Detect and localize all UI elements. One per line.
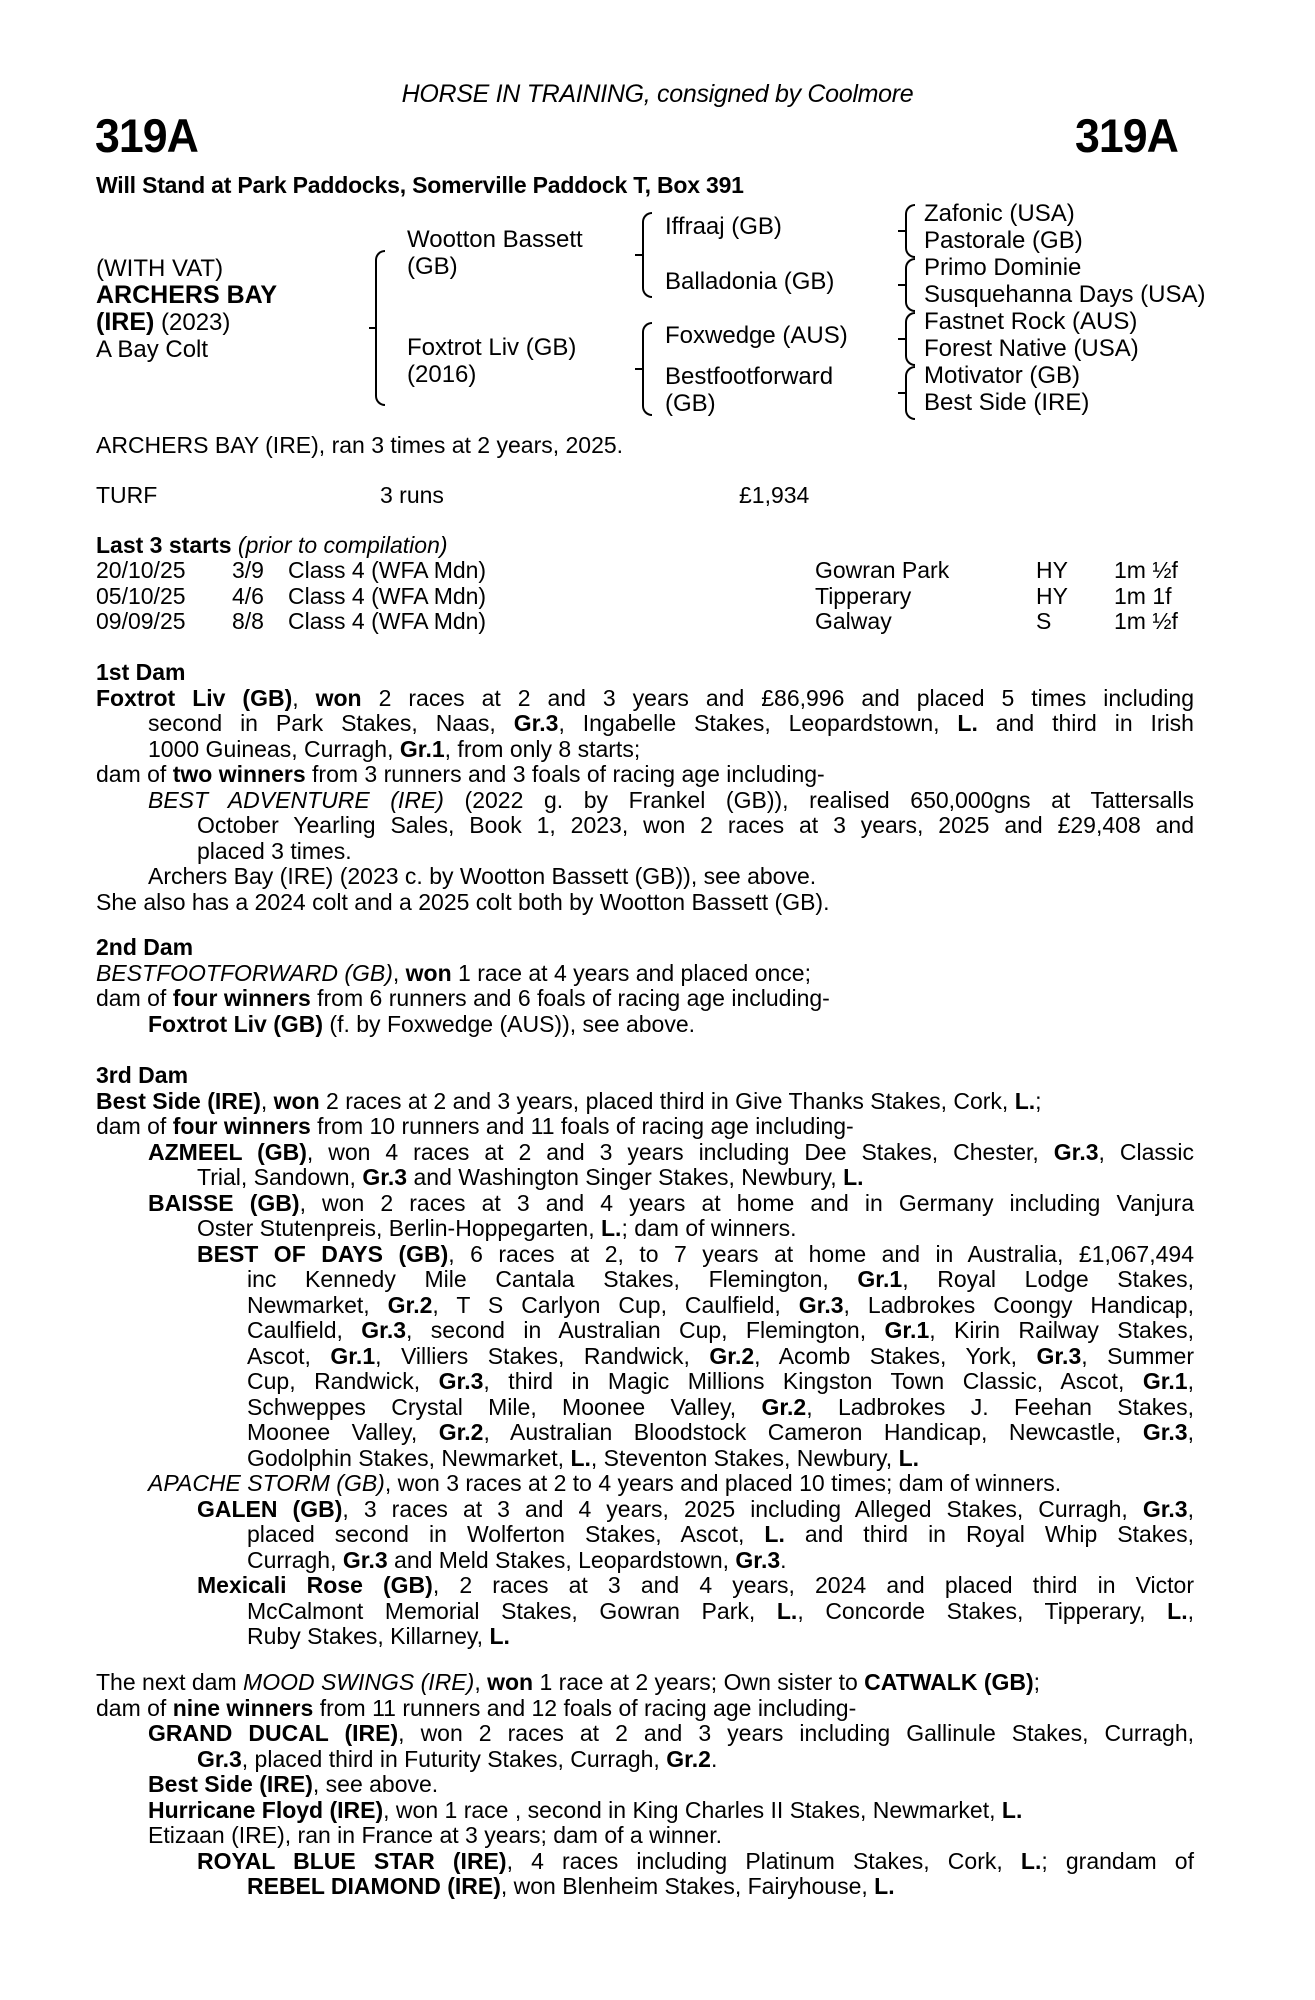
record-surface: TURF	[96, 482, 158, 508]
gen3-ancestors: Zafonic (USA) Pastorale (GB) Primo Dominie Susquehanna Days (USA) Fastnet Rock (AUS) Forest Native (USA) Motivator (GB) Best Side (IRE)	[924, 200, 1206, 416]
last-starts-heading: Last 3 starts (prior to compilation)	[96, 532, 448, 558]
dam-dam: Bestfootforward (GB)	[665, 363, 834, 417]
sire-dam: Balladonia (GB)	[665, 268, 835, 295]
dam-sire: Foxwedge (AUS)	[665, 322, 848, 349]
pedigree-brace-g3-4	[905, 366, 915, 420]
start-row: 20/10/25 3/9 Class 4 (WFA Mdn) Gowran Park HY 1m ½f	[96, 557, 1178, 583]
record-runs: 3 runs	[380, 482, 444, 508]
pedigree-brace-dam	[642, 322, 652, 416]
vat-label: (WITH VAT)	[96, 255, 224, 282]
lot-number-right: 319A	[1075, 109, 1178, 162]
lot-number-left: 319A	[95, 109, 198, 162]
second-dam-section: 2nd Dam BESTFOOTFORWARD (GB), won 1 race at 4 years and placed once; dam of four winners from 6 runners and 6 foals of racing age including- Foxtrot Liv (GB) (f. by Foxwedge (AUS)), see above.	[96, 935, 1194, 1037]
horse-identity	[96, 255, 277, 363]
third-dam-section: 3rd Dam Best Side (IRE), won 2 races at 2 and 3 years, placed third in Give Thanks Stakes, Cork, L.; dam of four winners from 10 runners and 11 foals of racing age including- AZMEEL (GB), won 4 races at 2 and 3 years including Dee Stakes, Chester, Gr.3, Classic Trial, Sandown, Gr.3 and Washington Singer Stakes, Newbury, L. BAISSE (GB), won 2 races at 3 and 4 years at home and in Germany including Vanjura Oster Stutenpreis, Berlin-Hoppegarten, L.; dam of winners. BEST OF DAYS (GB), 6 races at 2, to 7 years at home and in Australia, £1,067,494 inc Kennedy Mile Cantala Stakes, Flemington, Gr.1, Royal Lodge Stakes, Newmarket, Gr.2, T S Carlyon Cup, Caulfield, Gr.3, Ladbrokes Coongy Handicap, Caulfield, Gr.3, second in Australian Cup, Flemington, Gr.1, Kirin Railway Stakes, Ascot, Gr.1, Villiers Stakes, Randwick, Gr.2, Acomb Stakes, York, Gr.3, Summer Cup, Randwick, Gr.3, third in Magic Millions Kingston Town Classic, Ascot, Gr.1, Schweppes Crystal Mile, Moonee Valley, Gr.2, Ladbrokes J. Feehan Stakes, Moonee Valley, Gr.2, Australian Bloodstock Cameron Handicap, Newcastle, Gr.3, Godolphin Stakes, Newmarket, L., Steventon Stakes, Newbury, L. APACHE STORM (GB), won 3 races at 2 to 4 years and placed 10 times; dam of winners. GALEN (GB), 3 races at 3 and 4 years, 2025 including Alleged Stakes, Curragh, Gr.3, placed second in Wolferton Stakes, Ascot, L. and third in Royal Whip Stakes, Curragh, Gr.3 and Meld Stakes, Leopardstown, Gr.3. Mexicali Rose (GB), 2 races at 3 and 4 years, 2024 and placed third in Victor McCalmont Memorial Stakes, Gowran Park, L., Concorde Stakes, Tipperary, L., Ruby Stakes, Killarney, L.	[96, 1062, 1195, 1649]
record-earnings: £1,934	[739, 482, 810, 508]
pedigree-brace-g3-2	[905, 258, 915, 312]
next-dam-section: The next dam MOOD SWINGS (IRE), won 1 race at 2 years; Own sister to CATWALK (GB); dam of nine winners from 11 runners and 12 foals of racing age including- GRAND DUCAL (IRE), won 2 races at 2 and 3 years including Gallinule Stakes, Curragh, Gr.3, placed third in Futurity Stakes, Curragh, Gr.2. Best Side (IRE), see above. Hurricane Floyd (IRE), won 1 race , second in King Charles II Stakes, Newmarket, L. Etizaan (IRE), ran in France at 3 years; dam of a winner. ROYAL BLUE STAR (IRE), 4 races including Platinum Stakes, Cork, L.; grandam of REBEL DIAMOND (IRE), won Blenheim Stakes, Fairyhouse, L.	[96, 1669, 1195, 1899]
last-starts-table	[96, 558, 1216, 635]
horse-year: (2023)	[161, 309, 231, 336]
horse-description: A Bay Colt	[96, 336, 209, 363]
pedigree-brace-sire	[642, 212, 652, 298]
pedigree-brace-main	[375, 250, 385, 406]
sire: Wootton Bassett (GB)	[407, 226, 583, 280]
second-dam-heading: 2nd Dam	[96, 934, 194, 960]
horse-country: (IRE)	[96, 308, 155, 336]
pedigree-brace-g3-1	[905, 204, 915, 258]
pedigree-brace-g3-3	[905, 312, 915, 366]
horse-name: ARCHERS BAY	[96, 281, 278, 309]
stabling-location: Will Stand at Park Paddocks, Somerville Paddock T, Box 391	[96, 172, 744, 198]
start-row: 09/09/25 8/8 Class 4 (WFA Mdn) Galway S 1m ½f	[96, 608, 1178, 634]
third-dam-heading: 3rd Dam	[96, 1062, 189, 1088]
sire-sire: Iffraaj (GB)	[665, 213, 782, 240]
consignment-header: HORSE IN TRAINING, consigned by Coolmore	[401, 80, 914, 108]
race-summary: ARCHERS BAY (IRE), ran 3 times at 2 years, 2025.	[96, 432, 624, 458]
dam: Foxtrot Liv (GB) (2016)	[407, 334, 577, 388]
first-dam-heading: 1st Dam	[96, 659, 186, 685]
first-dam-section: 1st Dam Foxtrot Liv (GB), won 2 races at 2 and 3 years and £86,996 and placed 5 times including second in Park Stakes, Naas, Gr.3, Ingabelle Stakes, Leopardstown, L. and third in Irish 1000 Guineas, Curragh, Gr.1, from only 8 starts; dam of two winners from 3 runners and 3 foals of racing age including- BEST ADVENTURE (IRE) (2022 g. by Frankel (GB)), realised 650,000gns at Tattersalls October Yearling Sales, Book 1, 2023, won 2 races at 3 years, 2025 and £29,408 and placed 3 times. Archers Bay (IRE) (2023 c. by Wootton Bassett (GB)), see above. She also has a 2024 colt and a 2025 colt both by Wootton Bassett (GB).	[96, 659, 1194, 915]
start-row: 05/10/25 4/6 Class 4 (WFA Mdn) Tipperary HY 1m 1f	[96, 582, 1172, 609]
